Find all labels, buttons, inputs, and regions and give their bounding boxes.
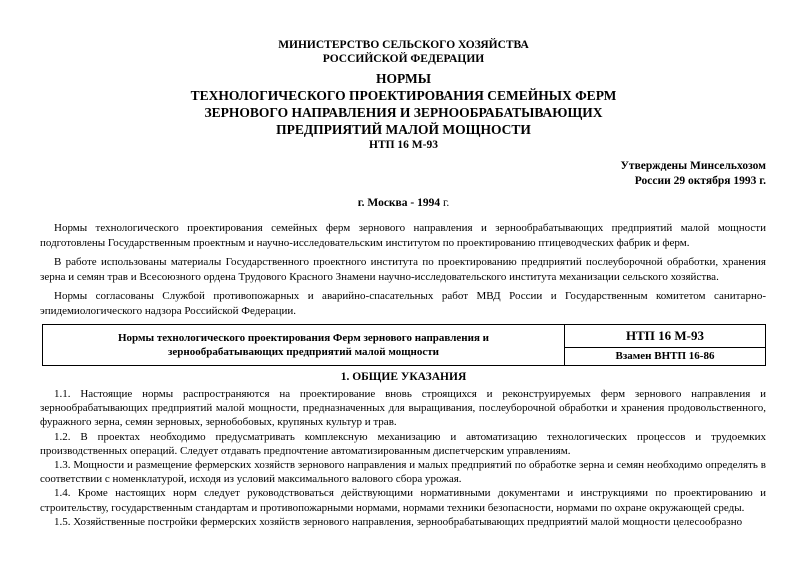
- title-line-4: ПРЕДПРИЯТИЙ МАЛОЙ МОЩНОСТИ: [276, 122, 531, 137]
- approval-note: [620, 159, 766, 189]
- intro-text-2: В работе использованы материалы Государственного проектного института по проектированию предприятий послеуборочной обработки, хранения зерна и семян трав и Всесоюзного ордена Трудового Красного Знамени научно-исследовательского института механизации сельского хозяйства.: [40, 256, 766, 283]
- ministry-line-2: РОССИЙСКОЙ ФЕДЕРАЦИИ: [322, 53, 485, 65]
- stamp-replaces-cell: Взамен ВНТП 16-86: [615, 350, 715, 362]
- place-suffix: г.: [440, 197, 450, 209]
- clause-1-2: 1.2. В проектах необходимо предусматривать комплексную механизацию и автоматизацию технологических процессов и трудоемких производственных операций. Следует отдавать предпочтение автоматизированным диспетчерским управлениям.: [40, 430, 766, 457]
- intro-paragraph-1: [40, 221, 766, 251]
- title-line-2: ТЕХНОЛОГИЧЕСКОГО ПРОЕКТИРОВАНИЯ СЕМЕЙНЫХ ФЕРМ: [190, 88, 617, 103]
- stamp-title-cell: [43, 325, 565, 365]
- approval-line-1: Утверждены Минсельхозом: [620, 160, 766, 172]
- ministry-heading: [0, 38, 807, 66]
- ministry-line-1: МИНИСТЕРСТВО СЕЛЬСКОГО ХОЗЯЙСТВА: [278, 39, 529, 51]
- section-title: 1. ОБЩИЕ УКАЗАНИЯ: [340, 371, 467, 383]
- document-code: НТП 16 М-93: [369, 139, 438, 151]
- title-line-3: ЗЕРНОВОГО НАПРАВЛЕНИЯ И ЗЕРНООБРАБАТЫВАЮЩИХ: [204, 105, 603, 120]
- intro-text-1: Нормы технологического проектирования семейных ферм зернового направления и зернообрабатывающих предприятий малой мощности подготовлены Государственным проектным и научно-исследовательским институтом по проектированию птицеводческих фабрик и ферм.: [40, 222, 766, 249]
- section-body: [40, 387, 766, 529]
- title-line-1: НОРМЫ: [376, 71, 431, 86]
- clause-1-5: 1.5. Хозяйственные постройки фермерских хозяйств зернового направления, зернообрабатывающих предприятий малой мощности целесообразно: [54, 515, 743, 528]
- stamp-code-cell: НТП 16 М-93: [565, 325, 765, 348]
- intro-paragraph-3: [40, 289, 766, 319]
- document-stamp-box: [42, 324, 766, 366]
- intro-text-3: Нормы согласованы Службой противопожарных и аварийно-спасательных работ МВД России и Государственным комитетом санитарно-эпидемиологического надзора Российской Федерации.: [40, 290, 766, 317]
- stamp-title-line-1: Нормы технологического проектирования Ферм зернового направления и: [117, 332, 489, 344]
- intro-paragraph-2: [40, 255, 766, 285]
- place-year: [0, 197, 807, 209]
- approval-line-2: России 29 октября 1993 г.: [634, 175, 766, 187]
- clause-1-4: 1.4. Кроме настоящих норм следует руководствоваться действующими нормативными документами и инструкциями по проектированию и строительству, государственным стандартам и противопожарными нормами, нормами техники безопасности, нормами по охране окружающей среды.: [40, 487, 766, 514]
- stamp-title-line-2: зернообрабатывающих предприятий малой мощности: [167, 346, 439, 358]
- clause-1-1: 1.1. Настоящие нормы распространяются на проектирование вновь строящихся и реконструируемых ферм зернового направления и зернообрабатывающих предприятий малой мощности, предназначенных для выращивания, послеуборочной обработки и хранения продовольственного, фуражного зерна, семян зерновых, зернобобовых, крупяных культур и трав.: [40, 388, 766, 429]
- document-title: [0, 70, 807, 138]
- clause-1-3: 1.3. Мощности и размещение фермерских хозяйств зернового направления и малых предприятий по обработке зерна и семян необходимо определять в соответствии с номенклатурой, исходя из условий максимального валового сбора урожая.: [40, 459, 766, 486]
- place-city-year: г. Москва - 1994: [357, 197, 441, 209]
